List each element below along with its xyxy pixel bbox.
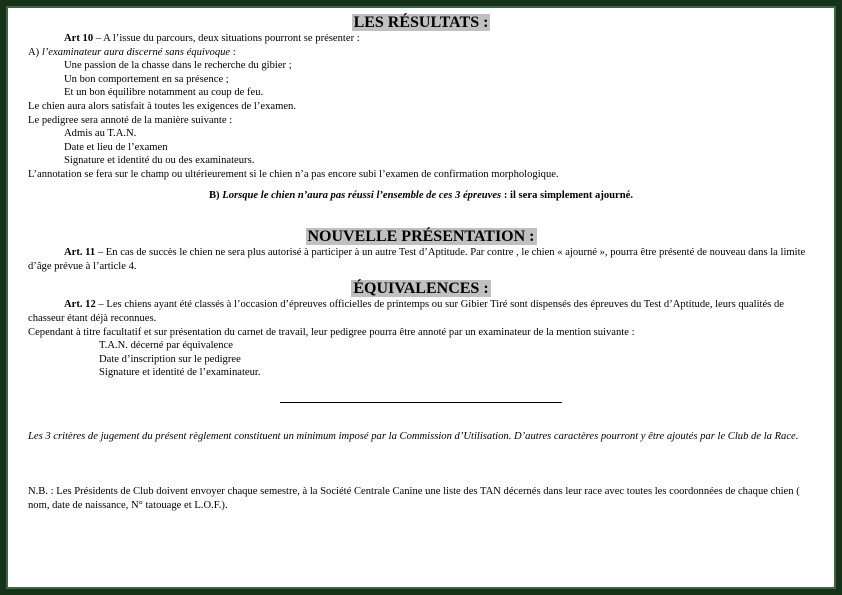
annotation-item: Date et lieu de l’examen [64,141,168,153]
annotation-note: L’annotation se fera sur le champ ou ultérieurement si le chien n’a pas encore subi l’examen de confirmation morphologique. [28,168,559,180]
art10-case-a: A) l’examinateur aura discerné sans équivoque : [28,46,236,58]
condition-item: Et un bon équilibre notamment au coup de feu. [64,87,264,99]
art10-intro: Art 10 – A l’issue du parcours, deux situations pourront se présenter : [64,33,360,44]
mention-item: T.A.N. décerné par équivalence [99,340,233,352]
condition-item: Un bon comportement en sa présence ; [64,73,229,85]
annotation-item: Admis au T.A.N. [64,128,137,140]
condition-item: Une passion de la chasse dans le recherche du gibier ; [64,60,292,72]
heading-equivalences: ÉQUIVALENCES : [353,280,489,298]
annotation-item: Signature et identité du ou des examinateurs. [64,155,255,167]
horizontal-divider [280,402,562,403]
mention-item: Signature et identité de l’examinateur. [99,367,261,379]
art11-text: Art. 11 – En cas de succès le chien ne sera plus autorisé à participer à un autre Test d’Aptitude. Par contre , le chien « ajourné », pourra être présenté de nouveau dans la limite d’âge prévue à l’article 4. [28,247,806,272]
heading-nouvelle-presentation: NOUVELLE PRÉSENTATION : [307,228,535,246]
mention-item: Date d’inscription sur le pedigree [99,353,241,365]
heading-resultats: LES RÉSULTATS : [353,14,489,31]
art10-case-b: B) Lorsque le chien n’aura pas réussi l’ensemble de ces 3 épreuves : il sera simplement ajourné. [208,189,633,201]
criteria-note: Les 3 critères de jugement du présent règlement constituent un minimum imposé par la Commission d’Utilisation. D’autres caractères pourront y être ajoutés par le Club de la Race. [28,430,799,442]
satisfied-text: Le chien aura alors satisfait à toutes les exigences de l’examen. [28,100,296,112]
cependant-text: Cependant à titre facultatif et sur présentation du carnet de travail, leur pedigree pourra être annoté par un examinateur de la mention suivante : [28,326,635,338]
nb-note: N.B. : Les Présidents de Club doivent envoyer chaque semestre, à la Société Centrale Canine une liste des TAN décernés dans leur race avec toutes les coordonnées de chaque chien ( nom, date de naissance, N° tatouage et L.O.F.). [28,486,800,512]
pedigree-intro: Le pedigree sera annoté de la manière suivante : [28,114,233,126]
art12-text: Art. 12 – Les chiens ayant été classés à l’occasion d’épreuves officielles de printemps ou sur Gibier Tiré sont dispensés des épreuves du Test d’Aptitude, leurs qualités de chasseur étant déjà reconnues. [28,299,784,324]
document-body [28,14,814,513]
